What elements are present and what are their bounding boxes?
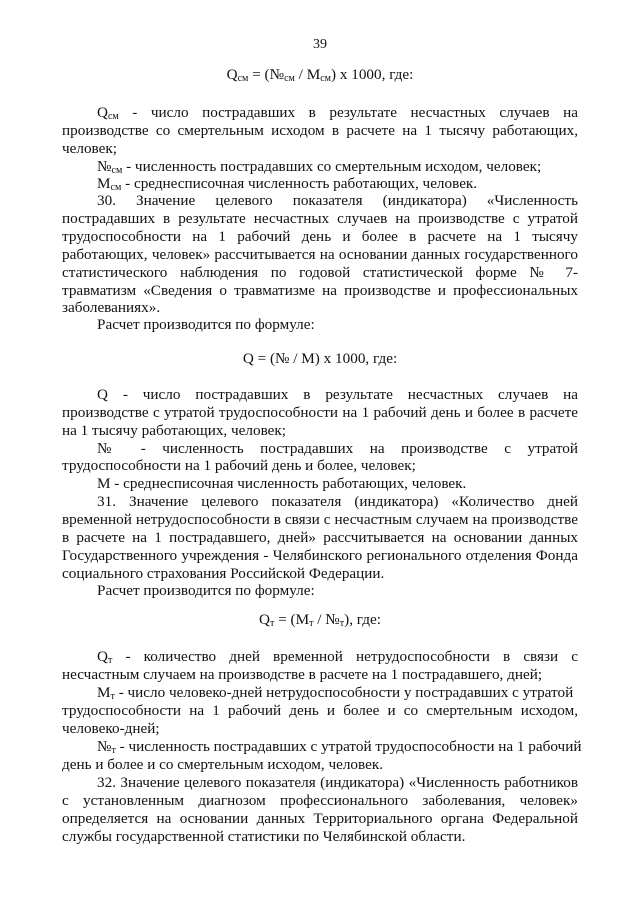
definition-line: трудоспособности на 1 рабочий день и более, человек; (62, 457, 416, 474)
definition-line: $Q_т$ - количество дней временной нетрудоспособности в связи с (97, 648, 578, 666)
paragraph-32-line: с установленным диагнозом профессионального заболевания, человек» (62, 792, 578, 809)
paragraph-31-line: временной нетрудоспособности в связи с несчастным случаем на производстве (62, 511, 578, 528)
definition-line: $№_т$ - численность пострадавших с утратой трудоспособности на 1 рабочий (97, 738, 582, 756)
definition-line: $Q_{см}$ - число пострадавших в результате несчастных случаев на (97, 104, 578, 122)
definition-line: на 1 тысячу работающих, человек; (62, 422, 287, 439)
formula-injury-rate: Q = (№ / M) x 1000, где: (242, 350, 398, 367)
definition-line: Q - число пострадавших в результате несчастных случаев на (97, 386, 578, 403)
calc-label: Расчет производится по формуле: (97, 582, 315, 599)
paragraph-31-line: 31. Значение целевого показателя (индикатора) «Количество дней (97, 493, 578, 510)
paragraph-32-line: определяется на основании данных Территориального органа Федеральной (62, 810, 578, 827)
calc-label: Расчет производится по формуле: (97, 316, 315, 333)
definition-line: производстве с утратой трудоспособности на 1 рабочий день и более в расчете (62, 404, 578, 421)
definition-line: день и более и со смертельным исходом, человек. (62, 756, 384, 773)
paragraph-31-line: Государственного учреждения - Челябинского регионального отделения Фонда (62, 547, 578, 564)
formula-fatal-rate: $Q_{см}$ = $(№_{см} / М_{см})$ x 1000, где: (226, 66, 414, 84)
definition-line: трудоспособности на 1 рабочий день и более и со смертельным исходом, (62, 702, 578, 719)
definition-line: производстве со смертельным исходом в расчете на 1 тысячу работающих, (62, 122, 578, 139)
formula-lost-days: $Q_т = (М_т$ / $№_т$), где: (259, 611, 381, 629)
definition-line: несчастным случаем на производстве в расчете на 1 пострадавшего, дней; (62, 666, 543, 683)
paragraph-32-line: 32. Значение целевого показателя (индикатора) «Численность работников (97, 774, 578, 791)
definition-line: человек; (62, 140, 117, 157)
definition-line: № - численность пострадавших на производстве с утратой (97, 440, 578, 457)
paragraph-30-line: заболеваниях». (62, 299, 161, 316)
paragraph-30-line: трудоспособности на 1 рабочий день и более в расчете на 1 тысячу (62, 228, 578, 245)
page-number: 39 (313, 37, 327, 52)
paragraph-32-line: службы государственной статистики по Челябинской области. (62, 828, 466, 845)
paragraph-30-line: статистического наблюдения по годовой статистической форме № 7- (62, 264, 578, 281)
definition-line: М - среднесписочная численность работающих, человек. (97, 475, 467, 492)
paragraph-31-line: социального страхования Российской Федерации. (62, 565, 385, 582)
definition-line: $№_{см}$ - численность пострадавших со смертельным исходом, человек; (97, 158, 542, 176)
paragraph-30-line: 30. Значение целевого показателя (индикатора) «Численность (97, 192, 578, 209)
definition-line: человеко-дней; (62, 720, 160, 737)
paragraph-30-line: травматизм «Сведения о травматизме на производстве и профессиональных (62, 282, 578, 299)
paragraph-30-line: пострадавших в результате несчастных случаев на производстве с утратой (62, 210, 578, 227)
paragraph-30-line: работающих, человек» рассчитывается на основании данных государственного (62, 246, 578, 263)
paragraph-31-line: в расчете на 1 пострадавшего, дней» рассчитывается на основании данных (62, 529, 578, 546)
definition-line: $М_т$ - число человеко-дней нетрудоспособности у пострадавших с утратой (97, 684, 574, 702)
definition-line: $М_{см}$ - среднесписочная численность работающих, человек. (97, 175, 478, 193)
